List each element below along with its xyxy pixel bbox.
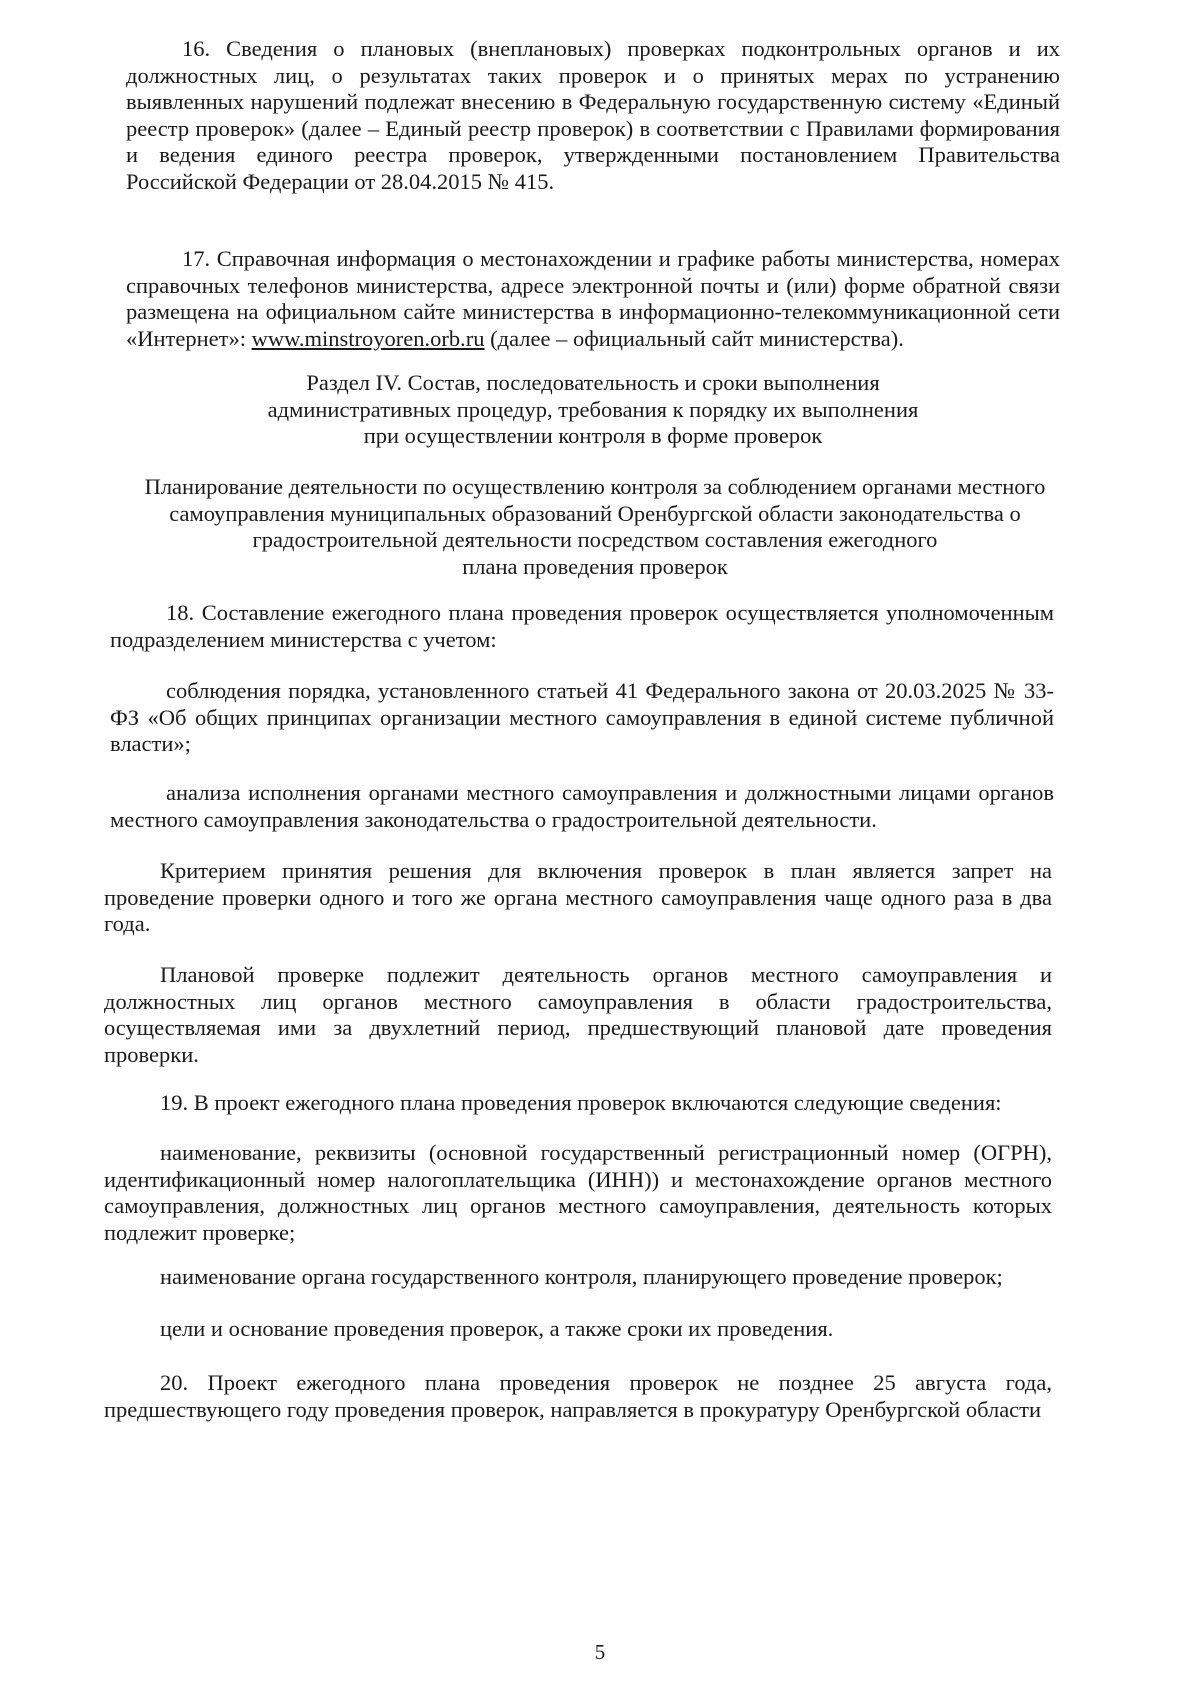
subheading-line-3: градостроительной деятельности посредством составления ежегодного xyxy=(252,527,938,552)
paragraph-19-item-c: цели и основание проведения проверок, а также сроки их проведения. xyxy=(160,1316,834,1341)
paragraph-18-item-b: анализа исполнения органами местного самоуправления и должностными лицами органов местного самоуправления законодательства о градостроительной деятельности. xyxy=(110,780,1054,832)
paragraph-17-text: 17. Справочная информация о местонахождении и графике работы министерства, номерах справочных телефонов министерства, адресе электронной почты и (или) форме обратной связи размещена на официальном сайте министерства в информационно-телекоммуникационной сети «Интернет»: xyxy=(126,246,1060,351)
section-heading-line-1: Раздел IV. Состав, последовательность и сроки выполнения xyxy=(306,370,880,395)
paragraph-17-tail: (далее – официальный сайт министерства). xyxy=(484,325,904,351)
website-link[interactable]: www.minstroyoren.orb.ru xyxy=(251,325,485,351)
paragraph-18-scope: Плановой проверке подлежит деятельность органов местного самоуправления и должностных лиц органов местного самоуправления в области градостроительства, осуществляемая ими за двухлетний период, предшествующий плановой дате проведения проверки. xyxy=(104,962,1052,1067)
page-number: 5 xyxy=(594,1640,606,1664)
subheading-line-1: Планирование деятельности по осуществлению контроля за соблюдением органами местного xyxy=(144,474,1046,499)
paragraph-16: 16. Сведения о плановых (внеплановых) проверках подконтрольных органов и их должностных лиц, о результатах таких проверок и о принятых мерах по устранению выявленных нарушений подлежат внесению в Федеральную государственную систему «Единый реестр проверок» (далее – Единый реестр проверок) в соответствии с Правилами формирования и ведения единого реестра проверок, утвержденными постановлением Правительства Российской Федерации от 28.04.2015 № 415. xyxy=(126,36,1060,194)
paragraph-18: 18. Составление ежегодного плана проведения проверок осуществляется уполномоченным подразделением министерства с учетом: xyxy=(110,600,1054,652)
paragraph-18-item-a: соблюдения порядка, установленного статьей 41 Федерального закона от 20.03.2025 № 33-ФЗ «Об общих принципах организации местного самоуправления в единой системе публичной власти»; xyxy=(110,678,1054,756)
subheading-line-4: плана проведения проверок xyxy=(462,553,728,579)
subheading xyxy=(100,474,1090,580)
subheading-line-2: самоуправления муниципальных образований Оренбургской области законодательства о xyxy=(169,500,1021,526)
paragraph-20: 20. Проект ежегодного плана проведения проверок не позднее 25 августа года, предшествующего году проведения проверок, направляется в прокуратуру Оренбургской области xyxy=(104,1370,1052,1422)
section-heading xyxy=(126,370,1060,450)
section-heading-line-2: административных процедур, требования к порядку их выполнения xyxy=(267,396,919,422)
paragraph-17 xyxy=(126,246,1060,352)
paragraph-19-item-a: наименование, реквизиты (основной государственный регистрационный номер (ОГРН), идентификационный номер налогоплательщика (ИНН)) и местонахождение органов местного самоуправления, должностных лиц органов местного самоуправления, деятельность которых подлежит проверке; xyxy=(104,1140,1052,1245)
paragraph-18-criterion: Критерием принятия решения для включения проверок в план является запрет на проведение проверки одного и того же органа местного самоуправления чаще одного раза в два года. xyxy=(104,858,1052,936)
paragraph-19: 19. В проект ежегодного плана проведения проверок включаются следующие сведения: xyxy=(160,1090,1002,1115)
paragraph-19-item-b: наименование органа государственного контроля, планирующего проведение проверок; xyxy=(160,1264,1003,1289)
section-heading-line-3: при осуществлении контроля в форме проверок xyxy=(363,423,823,448)
